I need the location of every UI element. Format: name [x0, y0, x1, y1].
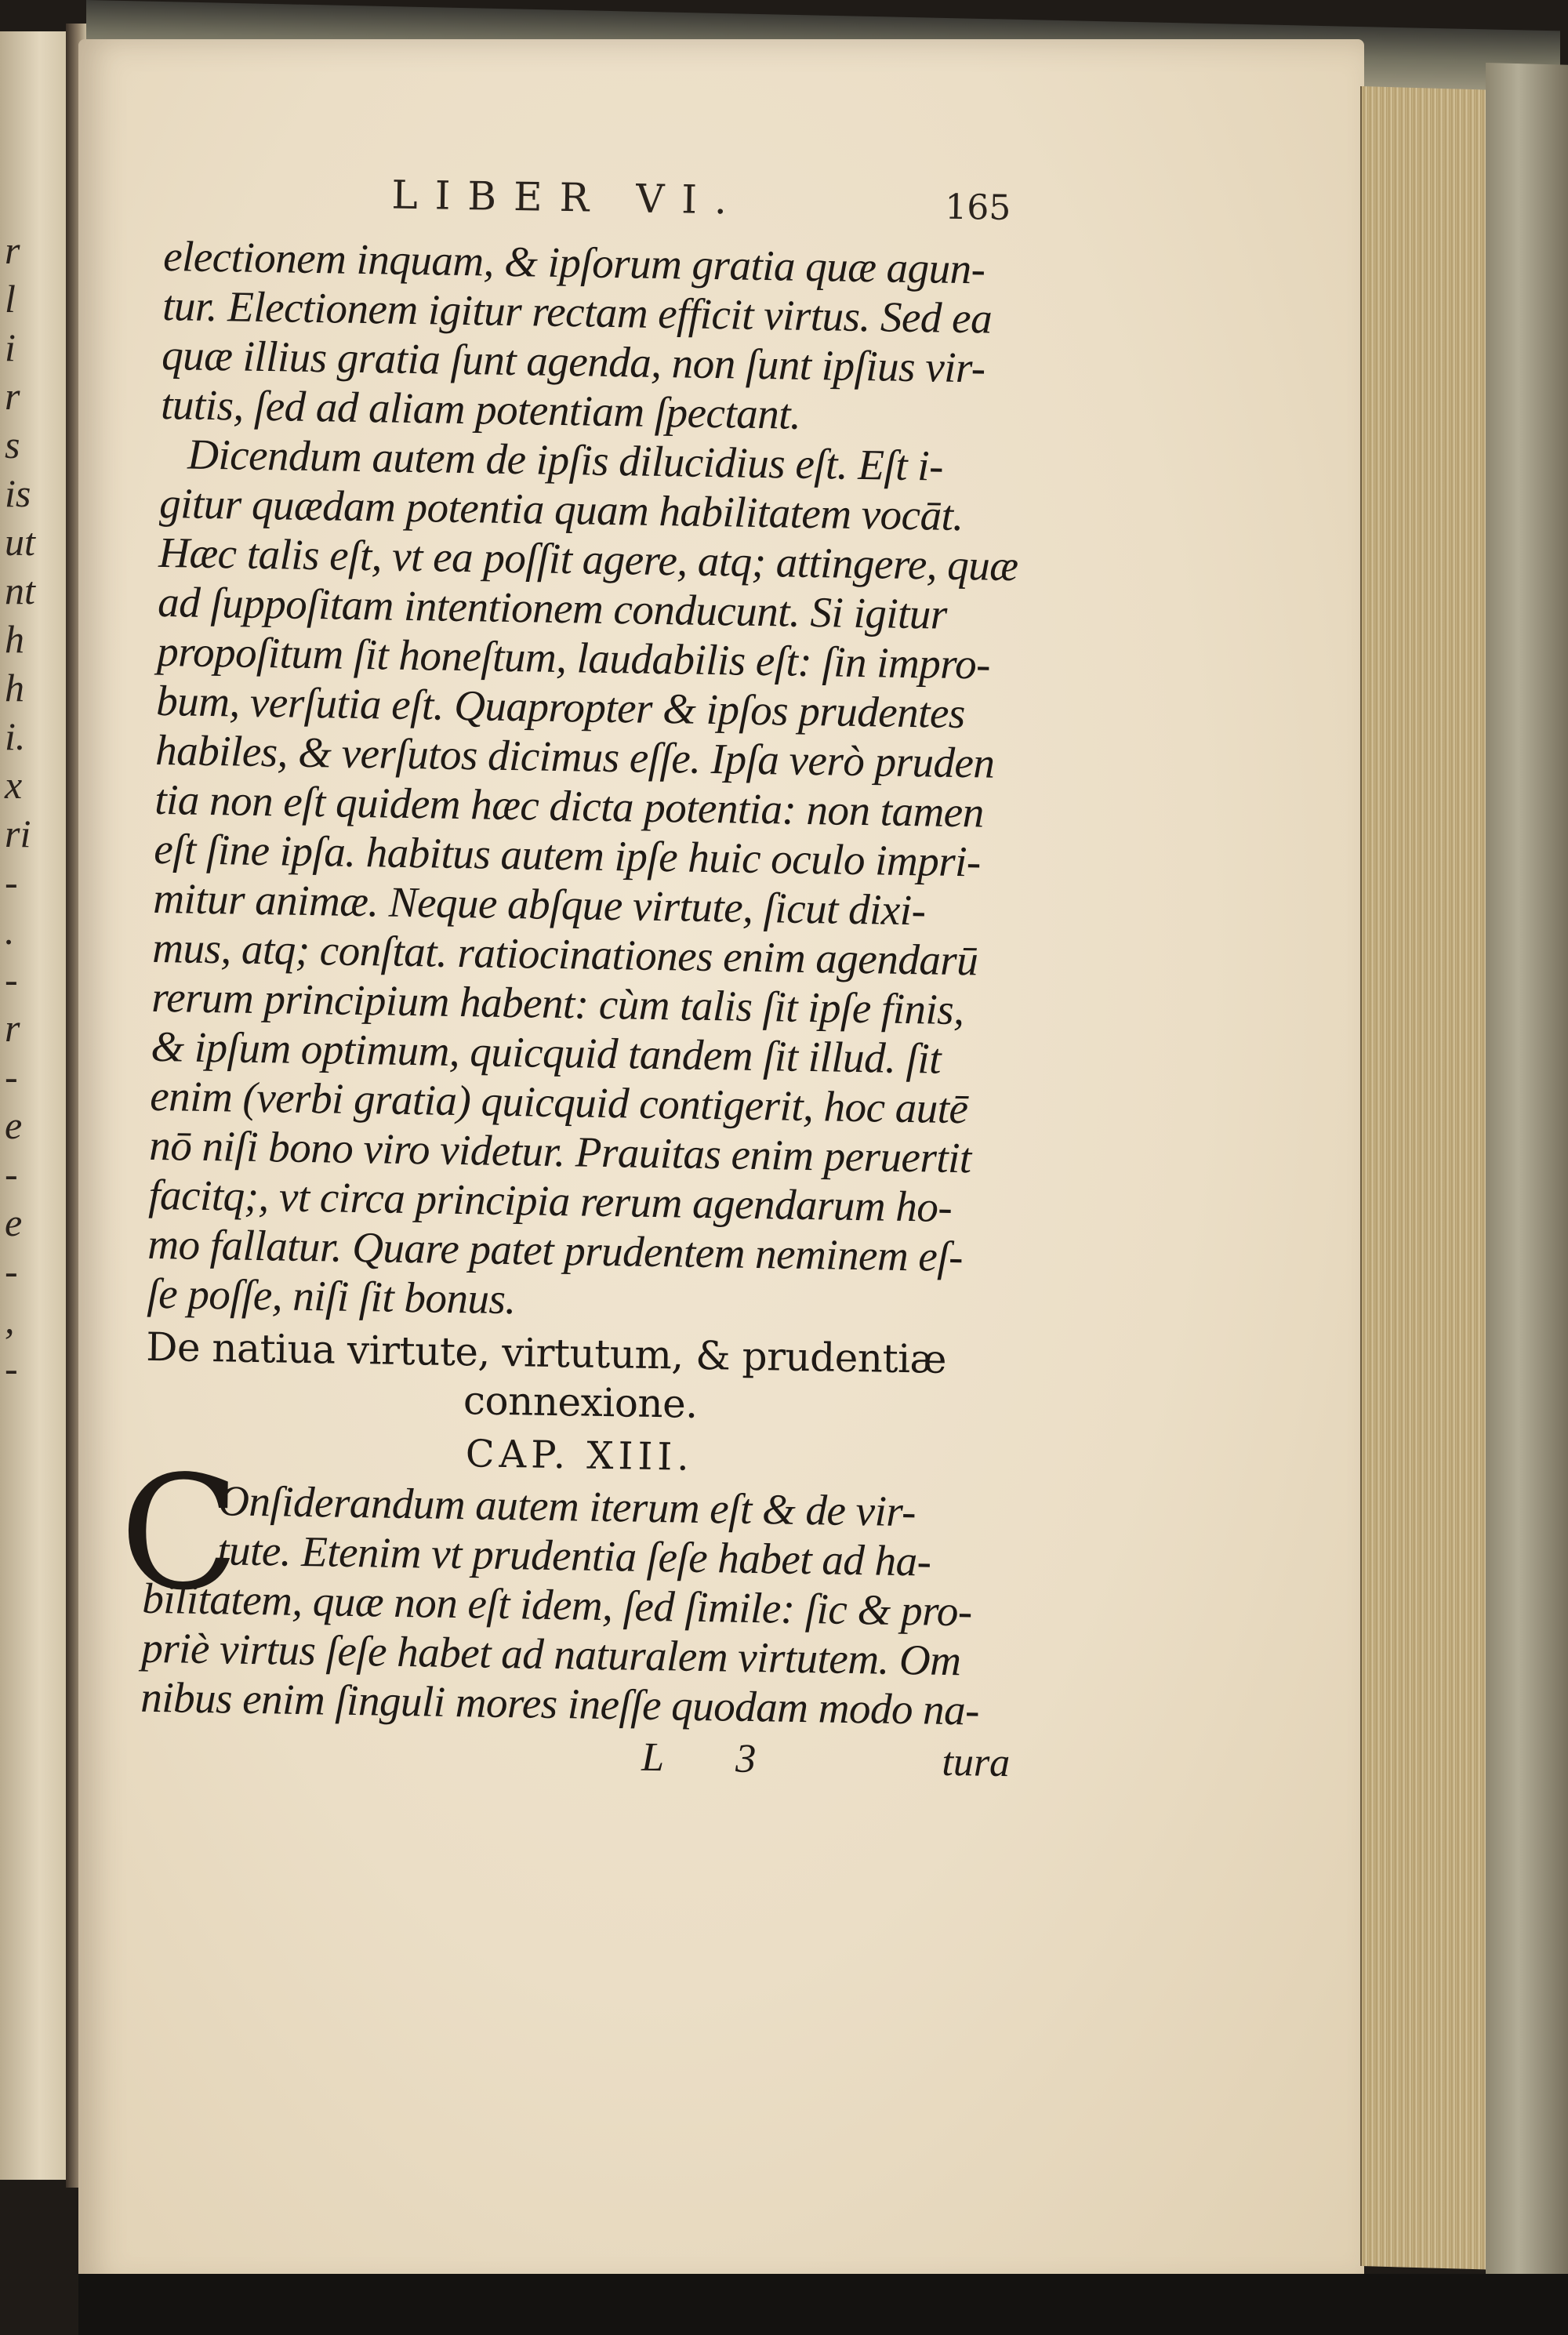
text-line: ad ſuppoſitam intentionem conducunt. Si igitur: [157, 577, 948, 638]
left-page-edge-char: r: [5, 1006, 20, 1050]
left-page-edge-char: h: [5, 666, 24, 710]
text-line: habiles, & verſutos dicimus eſſe. Ipſa verò pruden: [154, 725, 995, 787]
page-fore-edge: [1360, 86, 1495, 2270]
text-line: priè virtus ſeſe habet ad naturalem virtutem. Om: [140, 1623, 961, 1685]
text-line: enim (verbi gratia) quicquid contigerit, hoc autē: [149, 1071, 968, 1133]
left-page-edge-char: ri: [5, 812, 31, 855]
text-line: mus, atq; conſtat. ratiocinationes enim agendarū: [151, 923, 978, 985]
left-page-edge-char: is: [5, 471, 31, 515]
page-number: 165: [944, 187, 1011, 228]
left-page-edge-char: -: [5, 1346, 18, 1390]
text-line: mitur animæ. Neque abſque virtute, ſicut dixi-: [152, 873, 926, 935]
paragraph-1: [161, 231, 1034, 442]
left-page-edge-char: i.: [5, 714, 26, 758]
background-shadow: [78, 2274, 1568, 2335]
chapter-title: De natiua virtute, virtutum, & prudentiæ: [145, 1324, 947, 1382]
left-page-edge-char: .: [5, 909, 15, 953]
paragraph-2-continued: [147, 478, 1030, 1331]
text-line: Dicendum autem de ipſis dilucidius eſt. Eſt i-: [187, 430, 944, 490]
text-line: tutis, ſed ad aliam potentiam ſpectant.: [160, 379, 801, 438]
left-page-edge: [0, 31, 74, 2180]
signature-number: 3: [735, 1736, 757, 1782]
text-line: & ipſum optimum, quicquid tandem ſit illud. ſit: [150, 1022, 942, 1083]
text-line: rerum principium habent: cùm talis ſit ipſe finis,: [151, 972, 964, 1034]
text-line: ſe poſſe, niſi ſit bonus.: [146, 1269, 517, 1324]
text-line: facitq;, vt circa principia rerum agendarum ho-: [147, 1170, 953, 1231]
text-line: electionem inquam, & ipſorum gratia quæ agun-: [162, 231, 985, 293]
catchword: tura: [942, 1739, 1011, 1786]
left-page-edge-char: ,: [5, 1298, 15, 1342]
text-line: Onſiderandum autem iterum eſt & de vir-: [217, 1476, 916, 1536]
left-page-edge-char: r: [5, 228, 20, 272]
text-line: propoſitum ſit honeſtum, laudabilis eſt: ſin impro-: [156, 626, 991, 688]
text-line: tute. Etenim vt prudentia ſeſe habet ad ha-: [216, 1526, 931, 1585]
signature-mark: L: [641, 1734, 665, 1781]
left-page-edge-char: -: [5, 1055, 18, 1099]
left-page-edge-char: e: [5, 1200, 23, 1244]
text-line: eſt ſine ipſa. habitus autem ipſe huic oculo impri-: [153, 824, 982, 886]
left-page-edge-char: x: [5, 763, 23, 807]
text-line: mo fallatur. Quare patet prudentem neminem eſ-: [147, 1219, 964, 1281]
left-page-edge-char: -: [5, 860, 18, 904]
text-line: bum, verſutia eſt. Quapropter & ipſos prudentes: [155, 676, 966, 738]
text-line: tur. Electionem igitur rectam efficit virtus. Sed ea: [162, 281, 993, 343]
text-line: bilitatem, quæ non eſt idem, ſed ſimile: ſic & pro-: [141, 1574, 973, 1636]
text-line: nō niſi bono viro videtur. Prauitas enim peruertit: [148, 1120, 972, 1182]
text-line: quæ illius gratia ſunt agenda, non ſunt ipſius vir-: [161, 330, 986, 392]
left-page-edge-char: -: [5, 957, 18, 1001]
book-cover: [1486, 63, 1568, 2276]
left-page-edge-char: ut: [5, 520, 35, 564]
text-line: Hæc talis eſt, vt ea poſſit agere, atq; attingere, quæ: [158, 528, 1018, 590]
running-head-title: LIBER VI.: [391, 172, 745, 223]
left-page-edge-char: -: [5, 1249, 18, 1293]
chapter-number: CAP. XIII.: [465, 1432, 695, 1480]
left-page-edge-char: s: [5, 423, 20, 467]
left-page-edge-char: nt: [5, 568, 35, 612]
left-page-edge-char: l: [5, 277, 16, 321]
chapter-title-continued: connexione.: [463, 1378, 699, 1427]
left-page-edge-char: h: [5, 617, 24, 661]
left-page-edge-char: -: [5, 1152, 18, 1196]
text-line: tia non eſt quidem hæc dicta potentia: non tamen: [154, 775, 985, 837]
left-page-edge-char: r: [5, 374, 20, 418]
text-line: nibus enim ſinguli mores ineſſe quodam modo na-: [140, 1672, 980, 1734]
page-text-block: [118, 169, 1035, 1795]
drop-cap-initial: C: [118, 1441, 241, 1626]
left-page-edge-char: e: [5, 1103, 23, 1147]
text-line: gitur quædam potentia quam habilitatem vocāt.: [158, 478, 964, 540]
left-page-edge-char: i: [5, 325, 16, 369]
